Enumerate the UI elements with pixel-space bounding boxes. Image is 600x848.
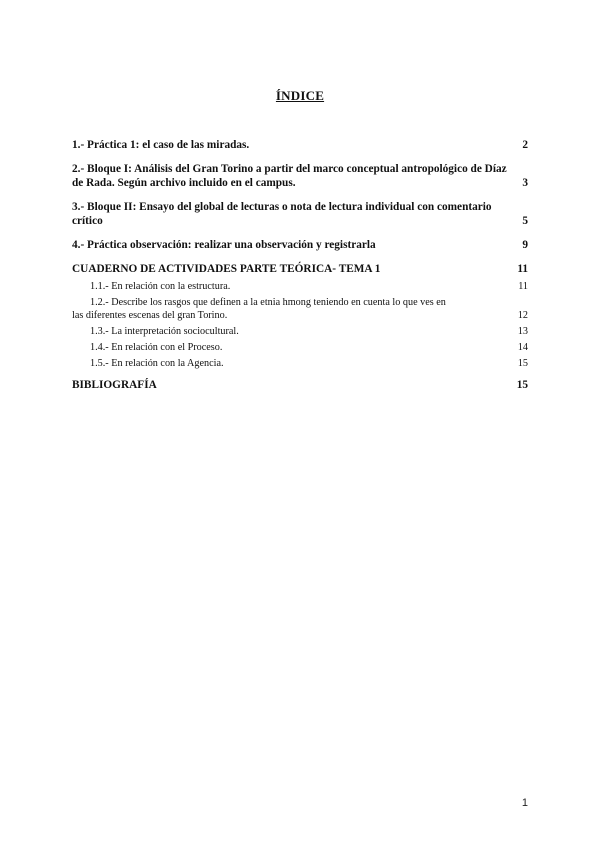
toc-subentry-page: 11 — [518, 281, 528, 292]
toc-subentry-label: 1.4.- En relación con el Proceso. — [90, 342, 223, 353]
toc-subentry-1-2[interactable] — [72, 296, 528, 322]
toc-subentry-page: 14 — [517, 342, 528, 353]
toc-entry-bibliografia[interactable] — [72, 378, 528, 392]
toc-entry-page: 15 — [516, 379, 528, 391]
toc-entry-page: 2 — [522, 139, 528, 151]
toc-entry-page: 9 — [522, 239, 528, 251]
toc-entry-label: 4.- Práctica observación: realizar una observación y registrarla — [72, 239, 376, 251]
toc-subentry-1-1[interactable] — [90, 280, 528, 293]
toc-subentry-label-line2: las diferentes escenas del gran Torino. — [72, 310, 228, 321]
page-title: ÍNDICE — [275, 88, 325, 103]
toc-subentry-page: 12 — [517, 310, 528, 321]
toc-subentry-label: 1.5.- En relación con la Agencia. — [90, 358, 224, 369]
toc-subentry-label — [72, 296, 518, 322]
toc-subentry-1-5[interactable] — [90, 357, 528, 370]
toc-entry-bloque-1[interactable] — [72, 162, 528, 190]
toc-entry-label: CUADERNO DE ACTIVIDADES PARTE TEÓRICA- TEMA 1 — [72, 263, 381, 275]
toc-entry-practica-observacion[interactable] — [72, 238, 528, 252]
toc-entry-practica-1[interactable] — [72, 138, 528, 152]
table-of-contents — [72, 138, 528, 402]
toc-entry-label: BIBLIOGRAFÍA — [72, 379, 157, 391]
toc-entry-page: 11 — [517, 263, 528, 275]
toc-subentry-1-4[interactable] — [90, 341, 528, 354]
toc-entry-label: 2.- Bloque I: Análisis del Gran Torino a partir del marco conceptual antropológico de Díaz de Rada. Según archivo incluido en el campus. — [72, 163, 507, 189]
footer-page-number: 1 — [521, 797, 528, 809]
toc-subentry-1-3[interactable] — [90, 325, 528, 338]
toc-entry-cuaderno[interactable] — [72, 262, 528, 276]
toc-subentry-label: 1.1.- En relación con la estructura. — [90, 281, 231, 292]
toc-entry-page: 3 — [522, 177, 528, 189]
toc-entry-label: 1.- Práctica 1: el caso de las miradas. — [72, 139, 250, 151]
toc-subentry-page: 13 — [517, 326, 528, 337]
toc-subentry-page: 15 — [517, 358, 528, 369]
toc-entry-bloque-2[interactable] — [72, 200, 528, 228]
toc-subentry-label-line1: 1.2.- Describe los rasgos que definen a la etnia hmong teniendo en cuenta lo que ves en — [90, 297, 446, 308]
toc-subentry-label: 1.3.- La interpretación sociocultural. — [90, 326, 239, 337]
toc-entry-label: 3.- Bloque II: Ensayo del global de lecturas o nota de lectura individual con comentario crítico — [72, 201, 492, 227]
toc-entry-page: 5 — [522, 215, 528, 227]
